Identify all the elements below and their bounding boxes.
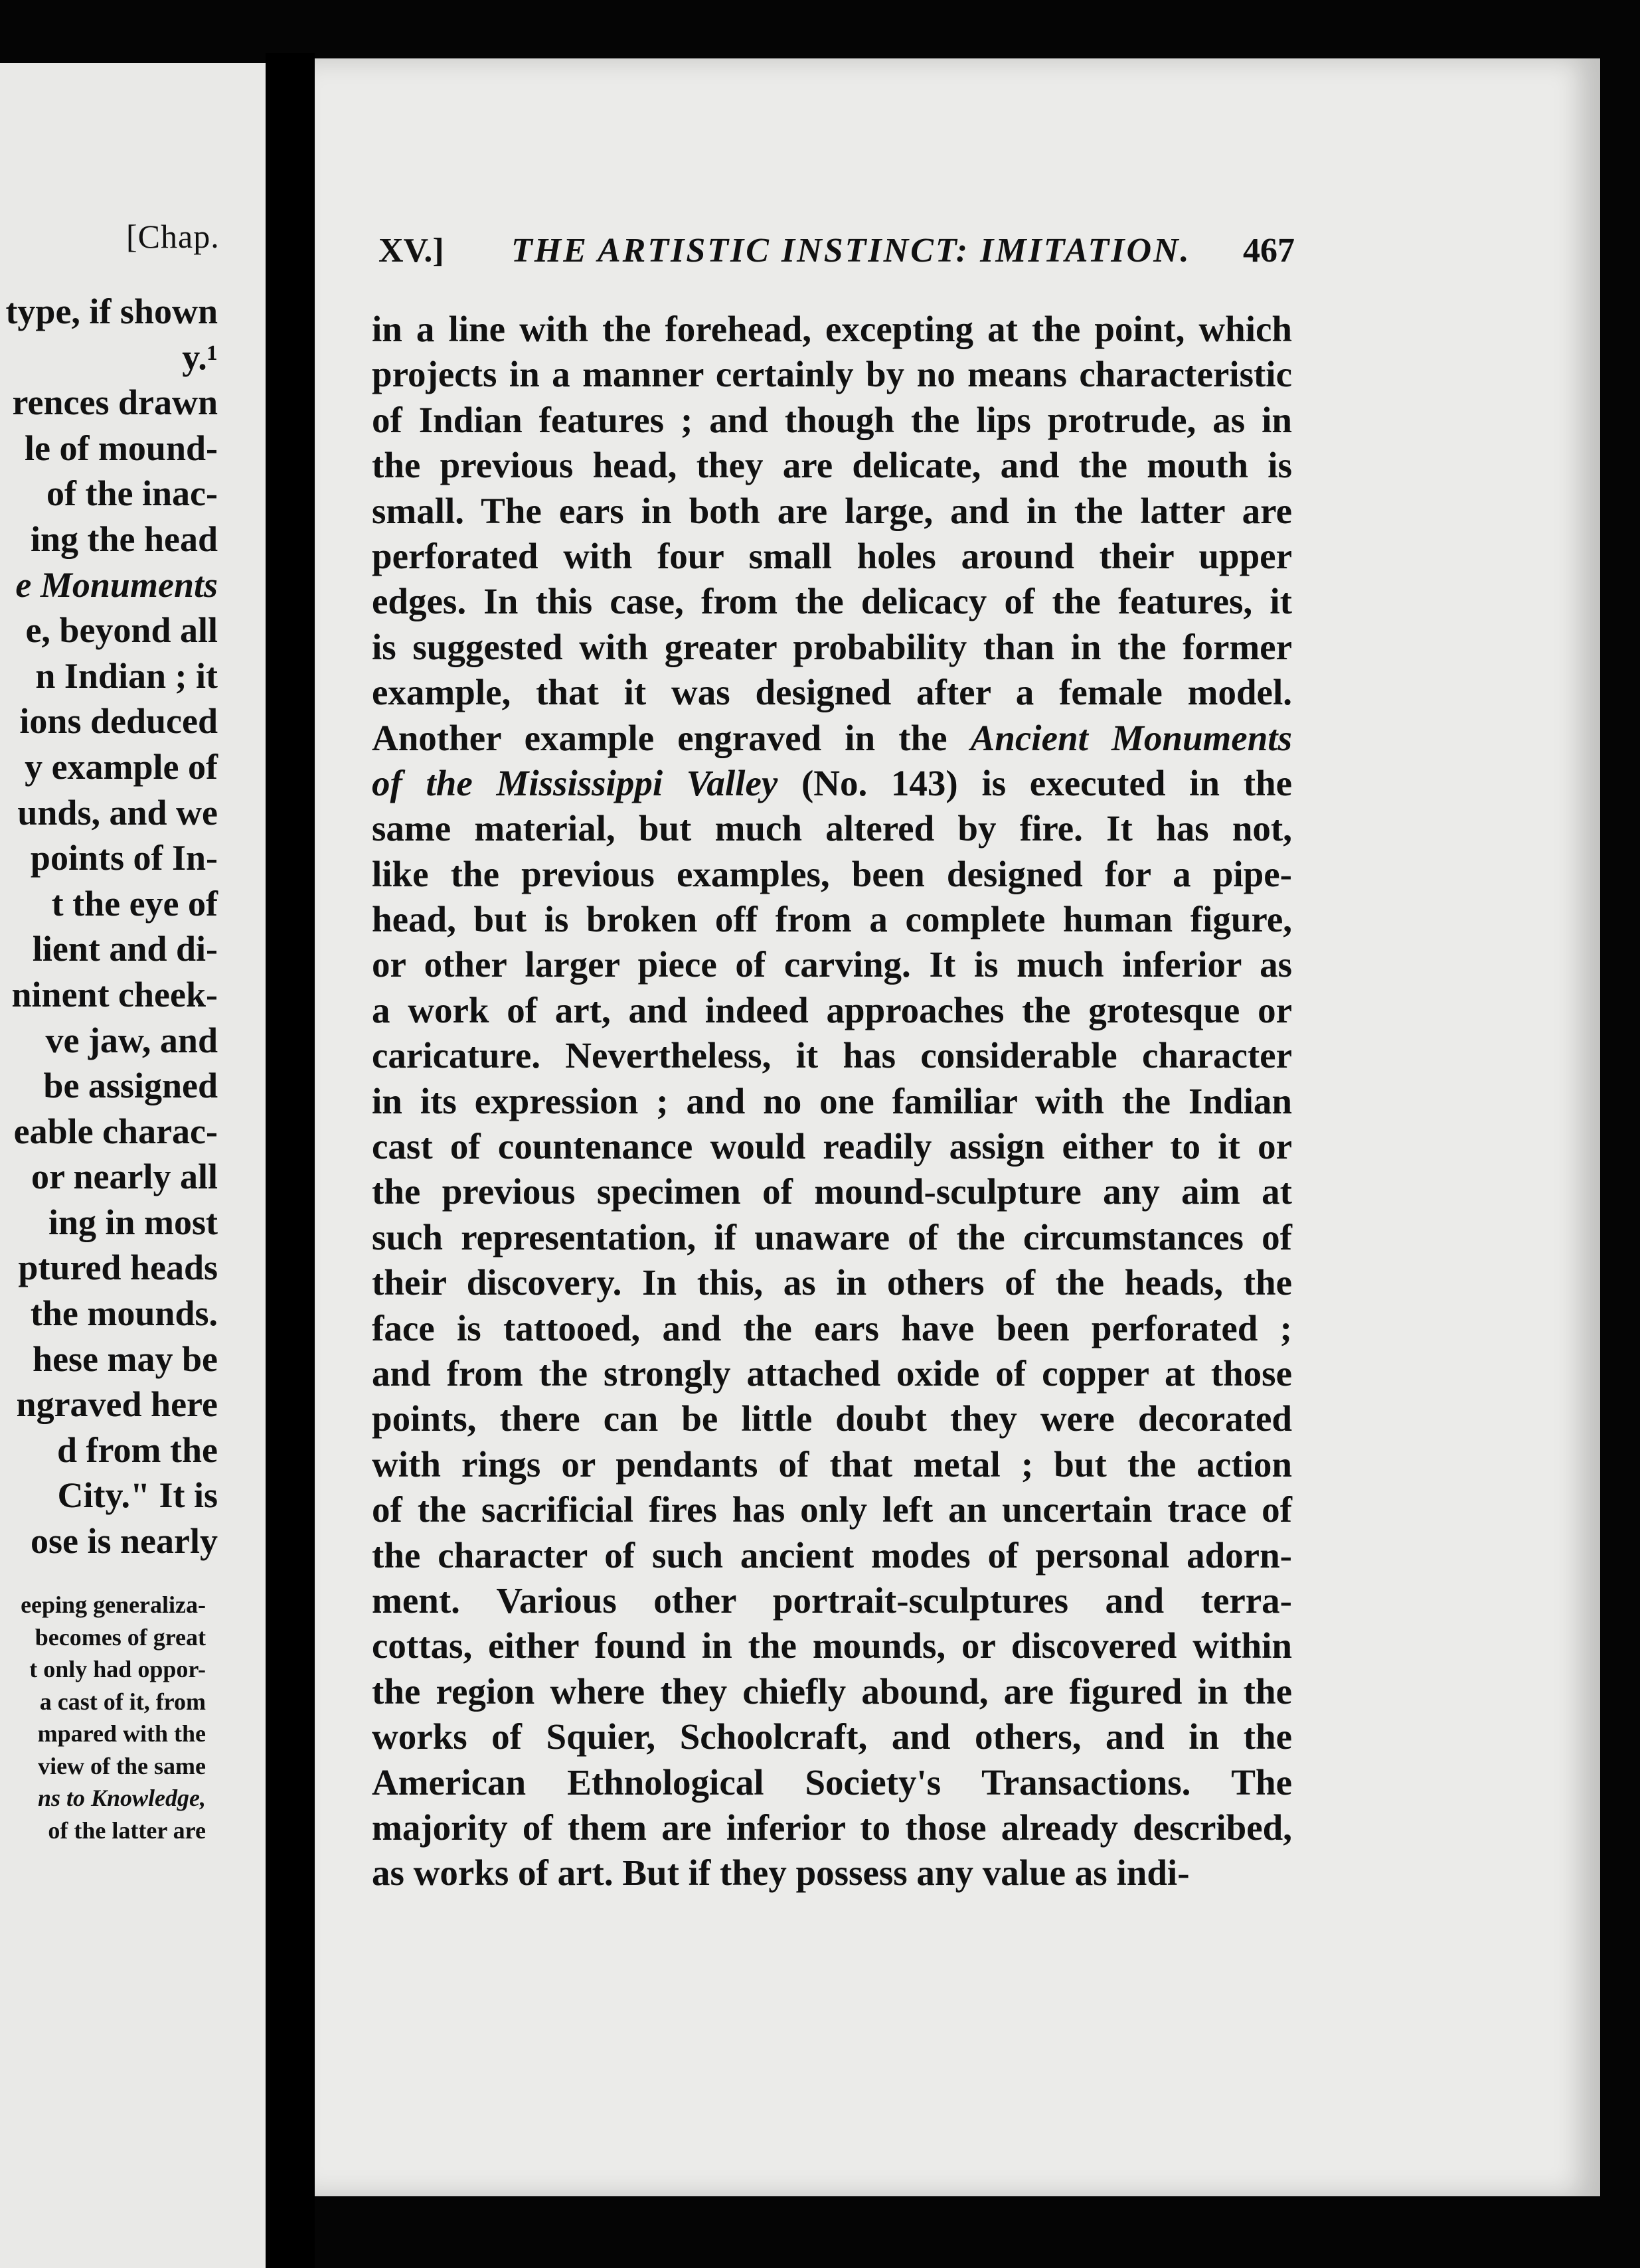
left-line: be assigned bbox=[43, 1066, 218, 1106]
main-text-block bbox=[372, 307, 1292, 1896]
footnote-line: becomes of great bbox=[35, 1623, 206, 1651]
text-line: small. The ears in both are large, and in the latter are bbox=[372, 490, 1292, 531]
left-line: ions deduced bbox=[19, 701, 218, 742]
left-page-header: [Chap. bbox=[126, 218, 220, 255]
left-line: unds, and we bbox=[17, 792, 218, 833]
footnote-line: mpared with the bbox=[37, 1720, 206, 1747]
text-line: projects in a manner certainly by no means characteristic bbox=[372, 354, 1292, 395]
left-line: ing in most bbox=[48, 1202, 218, 1242]
running-head bbox=[378, 231, 1295, 278]
text-line: the previous head, they are delicate, and the mouth is bbox=[372, 445, 1292, 486]
text-line: majority of them are inferior to those already described, bbox=[372, 1807, 1292, 1848]
left-page-footnotes bbox=[21, 1589, 206, 1846]
left-line: ptured heads bbox=[18, 1248, 218, 1288]
footnote-line: a cast of it, from bbox=[39, 1688, 206, 1715]
footnote-line: of the latter are bbox=[48, 1817, 206, 1844]
italic-title: Ancient Monuments bbox=[970, 717, 1292, 758]
text-line: the region where they chiefly abound, are figured in the bbox=[372, 1670, 1292, 1712]
left-line: lient and di- bbox=[32, 929, 218, 969]
text-line: of the sacrificial fires has only left an uncertain trace of bbox=[372, 1489, 1292, 1530]
left-page-body bbox=[5, 289, 218, 1564]
text-line: points, there can be little doubt they were decorated bbox=[372, 1398, 1292, 1439]
left-line: d from the bbox=[57, 1429, 218, 1470]
footnote-line: eeping generaliza- bbox=[21, 1591, 206, 1618]
left-line: City." It is bbox=[57, 1475, 218, 1516]
footnote-line: t only had oppor- bbox=[29, 1656, 206, 1682]
text-line: the previous specimen of mound-sculpture any aim at bbox=[372, 1171, 1292, 1212]
text-line: their discovery. In this, as in others of the heads, the bbox=[372, 1262, 1292, 1303]
italic-title: of the Mississippi Valley bbox=[372, 762, 778, 803]
left-line: n Indian ; it bbox=[35, 655, 218, 696]
left-line: type, if shown bbox=[5, 291, 218, 331]
text-line: same material, but much altered by fire. It has not, bbox=[372, 808, 1292, 849]
text-line: face is tattooed, and the ears have been perforated ; bbox=[372, 1307, 1292, 1348]
text-line: of Indian features ; and though the lips protrude, as in bbox=[372, 399, 1292, 440]
text-line: cottas, either found in the mounds, or discovered within bbox=[372, 1625, 1292, 1666]
left-line: of the inac- bbox=[46, 473, 218, 514]
text-line: edges. In this case, from the delicacy of the features, it bbox=[372, 581, 1292, 622]
left-line: t the eye of bbox=[51, 883, 218, 924]
chapter-marker: XV.] bbox=[378, 232, 444, 270]
page-number: 467 bbox=[1243, 232, 1295, 270]
text-line: caricature. Nevertheless, it has considerable character bbox=[372, 1035, 1292, 1076]
left-line: e Monuments bbox=[15, 564, 218, 605]
text-line: in a line with the forehead, excepting at the point, which bbox=[372, 309, 1292, 349]
text-line: Another example engraved in the Ancient Monuments bbox=[372, 717, 1292, 758]
text-line: cast of countenance would readily assign either to it or bbox=[372, 1126, 1292, 1167]
text-line: or other larger piece of carving. It is much inferior as bbox=[372, 944, 1292, 985]
left-line: e, beyond all bbox=[25, 610, 218, 651]
left-line: ing the head bbox=[30, 519, 218, 559]
left-line: rences drawn bbox=[12, 382, 218, 423]
text-line: as works of art. But if they possess any value as indi- bbox=[372, 1852, 1190, 1894]
text-line: like the previous examples, been designed for a pipe- bbox=[372, 853, 1292, 894]
text-line: in its expression ; and no one familiar with the Indian bbox=[372, 1080, 1292, 1121]
text-line: with rings or pendants of that metal ; but the action bbox=[372, 1443, 1292, 1485]
left-line: hese may be bbox=[33, 1338, 218, 1379]
text-line: ment. Various other portrait-sculptures and terra- bbox=[372, 1580, 1292, 1621]
text-line: a work of art, and indeed approaches the grotesque or bbox=[372, 989, 1292, 1030]
left-line: le of mound- bbox=[24, 428, 218, 468]
footnote-line: ns to Knowledge, bbox=[37, 1785, 206, 1811]
text-line: perforated with four small holes around their upper bbox=[372, 535, 1292, 576]
book-gutter bbox=[266, 53, 315, 2268]
text-line: works of Squier, Schoolcraft, and others, and in the bbox=[372, 1716, 1292, 1757]
footnote-line: view of the same bbox=[38, 1752, 206, 1779]
left-line: ninent cheek- bbox=[11, 974, 218, 1014]
left-line: ngraved here bbox=[16, 1384, 218, 1425]
text-line: the character of such ancient modes of personal adorn- bbox=[372, 1534, 1292, 1576]
left-facing-page bbox=[0, 63, 266, 2268]
text-line: and from the strongly attached oxide of copper at those bbox=[372, 1352, 1292, 1394]
text-line: such representation, if unaware of the circumstances of bbox=[372, 1216, 1292, 1257]
left-line: y.¹ bbox=[182, 337, 218, 377]
text-line: of the Mississippi Valley (No. 143) is executed in the bbox=[372, 762, 1293, 803]
left-line: y example of bbox=[25, 746, 218, 787]
left-line: points of In- bbox=[30, 838, 218, 878]
left-line: eable charac- bbox=[13, 1111, 218, 1151]
left-line: ve jaw, and bbox=[45, 1020, 218, 1060]
running-title: THE ARTISTIC INSTINCT: IMITATION. bbox=[511, 232, 1191, 270]
left-line: ose is nearly bbox=[31, 1521, 218, 1562]
text-line: head, but is broken off from a complete human figure, bbox=[372, 899, 1292, 940]
text-line: is suggested with greater probability than in the former bbox=[372, 626, 1292, 667]
text-line: American Ethnological Society's Transactions. The bbox=[372, 1761, 1292, 1803]
text-line: example, that it was designed after a female model. bbox=[372, 672, 1292, 713]
left-line: or nearly all bbox=[31, 1157, 218, 1197]
left-line: the mounds. bbox=[30, 1293, 218, 1334]
